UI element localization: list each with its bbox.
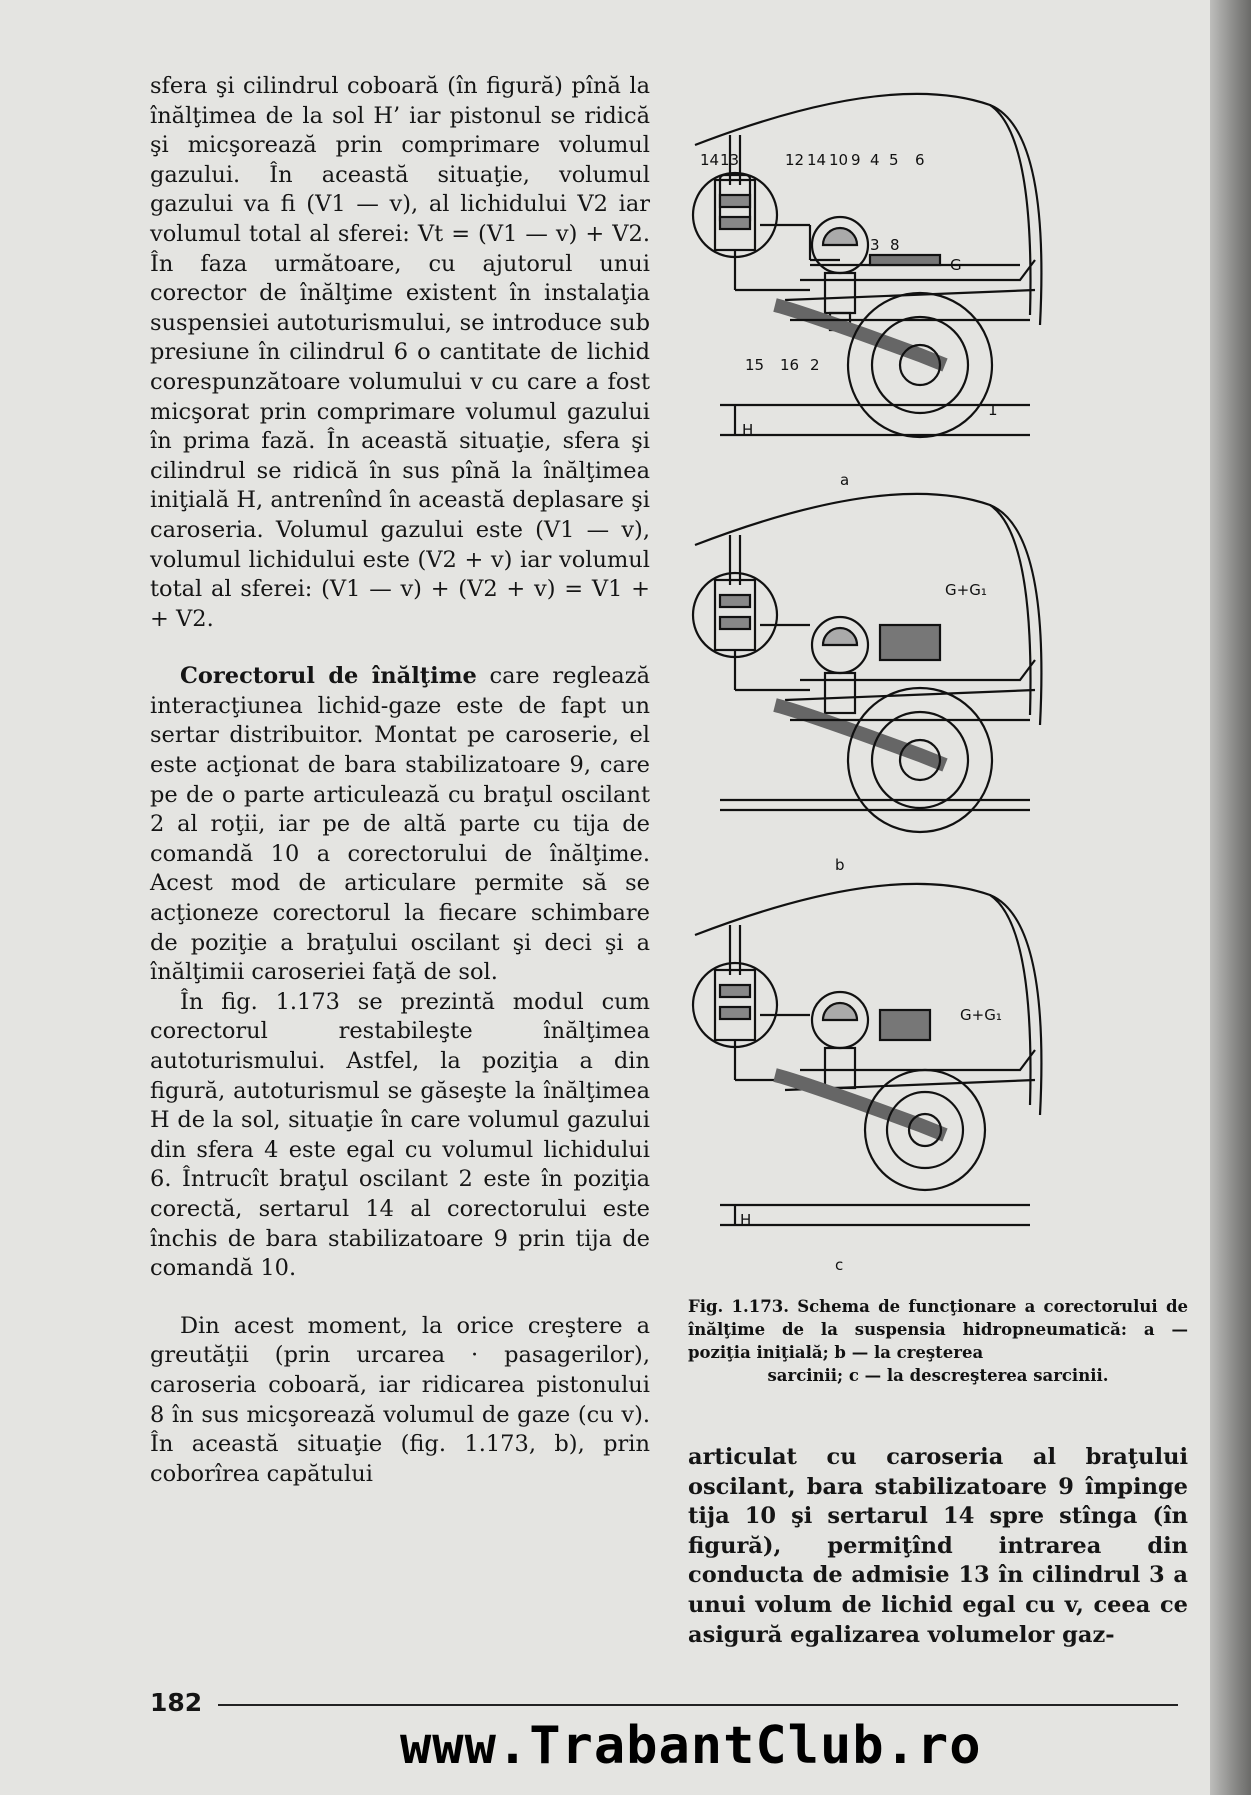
paragraph-4: Din acest moment, la orice creştere a greutăţii (prin urcarea · pasagerilor), caroseria coboară, iar ridicarea pistonului 8 în sus micşorează volumul de gaze (cu v). În această situaţie (fig. 1.173, b), prin coborîrea capătului [150, 1312, 650, 1487]
label-c-H: H [740, 1211, 752, 1229]
caption-line-1: Fig. 1.173. Schema de funcţionare a corectorului de înălţime de la suspensia hidropneumatică: a — poziţia iniţială; b — la creşterea [688, 1297, 1188, 1362]
label-5: 5 [889, 151, 899, 169]
footer-rule [218, 1704, 1178, 1706]
label-H: H [742, 421, 754, 439]
label-2: 2 [810, 356, 820, 374]
right-text-column [688, 1443, 1188, 1650]
label-c-load: G+G₁ [960, 1006, 1002, 1024]
label-1: 1 [988, 401, 998, 419]
label-15: 15 [745, 356, 765, 374]
label-16: 16 [780, 356, 800, 374]
paragraph-2-rest: care reglează interacţiunea lichid-gaze este de fapt un sertar distribuitor. Montat pe caroserie, el este acţionat de bara stabilizatoare 9, care pe de o parte articulează cu braţul oscilant 2 al roţii, iar pe de altă parte cu tija de comandă 10 a corectorului de înălţime. Acest mod de articulare permite să se acţioneze corectorul la fiecare schimbare de poziţie a braţului oscilant şi deci şi a înălţimii caroseriei faţă de sol. [150, 663, 650, 986]
figure-1-173 [690, 75, 1210, 1295]
right-paragraph: articulat cu caroseria al braţului oscilant, bara stabilizatoare 9 împinge tija 10 şi sertarul 14 spre stînga (în figură), permiţînd intrarea din conducta de admisie 13 în cilindrul 3 a unui volum de lichid egal cu v, ceea ce asigură egalizarea volumelor gaz- [688, 1444, 1188, 1648]
label-10: 10 [829, 151, 849, 169]
left-text-column [150, 72, 650, 1489]
label-8: 8 [890, 236, 900, 254]
label-12: 12 [785, 151, 805, 169]
label-14: 14 [700, 151, 720, 169]
page-number: 182 [150, 1688, 203, 1717]
label-c: c [835, 1256, 844, 1274]
label-b-load: G+G₁ [945, 581, 987, 599]
label-6: 6 [915, 151, 925, 169]
watermark-url: www.TrabantClub.ro [400, 1716, 982, 1776]
page-edge-shadow [1210, 0, 1251, 1795]
label-4: 4 [870, 151, 880, 169]
label-a: a [840, 471, 850, 489]
term-corector: Corectorul de înălţime [180, 663, 477, 690]
label-3: 3 [870, 236, 880, 254]
label-13: 13 [720, 151, 740, 169]
figure-caption [688, 1295, 1188, 1387]
label-9: 9 [851, 151, 861, 169]
label-b: b [835, 856, 845, 874]
paragraph-2 [150, 662, 650, 988]
label-14b: 14 [807, 151, 827, 169]
suspension-diagram [690, 75, 1210, 1295]
paragraph-1: sfera şi cilindrul coboară (în figură) pînă la înălţimea de la sol H’ iar pistonul se ridică şi micşorează prin comprimare volumul gazului. În această situaţie, volumul gazului va fi (V1 — v), al lichidului V2 iar volumul total al sferei: Vt = (V1 — v) + V2. În faza următoare, cu ajutorul unui corector de înălţime existent în instalaţia suspensiei autoturismului, se introduce sub presiune în cilindrul 6 o cantitate de lichid corespunzătoare volumului v cu care a fost micşorat prin comprimare volumul gazului în prima fază. În această situaţie, sfera şi cilindrul se ridică în sus pînă la înălţimea iniţială H, antrenînd în această deplasare şi caroseria. Volumul gazului este (V1 — v), volumul lichidului este (V2 + v) iar volumul total al sferei: (V1 — v) + (V2 + v) = V1 + + V2. [150, 73, 650, 632]
label-G: G [950, 256, 962, 274]
caption-line-2: sarcinii; c — la descreşterea sarcinii. [767, 1366, 1109, 1385]
paragraph-3: În fig. 1.173 se prezintă modul cum corectorul restabileşte înălţimea autoturismului. Astfel, la poziţia a din figură, autoturismul se găseşte la înălţimea H de la sol, situaţie în care volumul gazului din sfera 4 este egal cu volumul lichidului 6. Întrucît braţul oscilant 2 este în poziţia corectă, sertarul 14 al corectorului este închis de bara stabilizatoare 9 prin tija de comandă 10. [150, 988, 650, 1282]
